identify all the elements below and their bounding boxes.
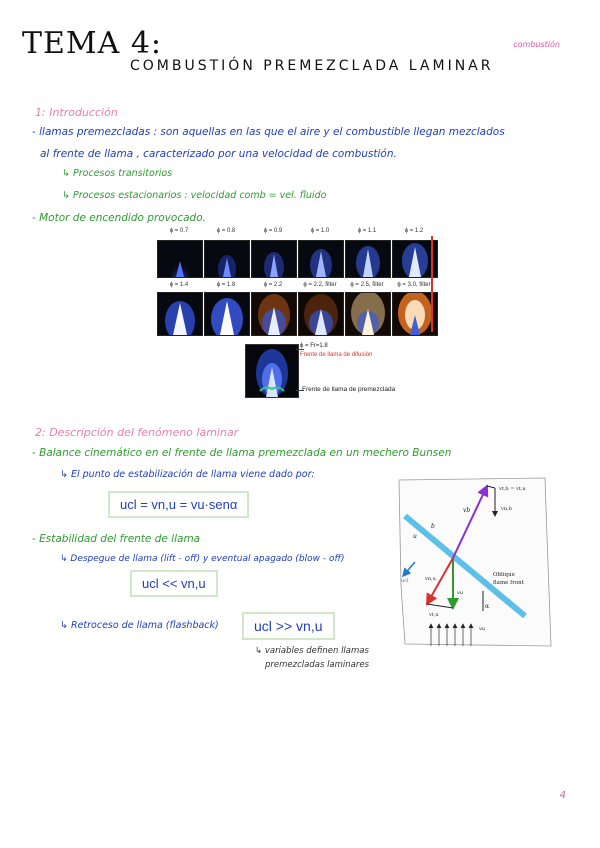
flame-photo — [298, 292, 344, 336]
flame-label: ϕ = 0.9 — [263, 228, 283, 234]
formula-balance — [108, 491, 249, 518]
balance-line: - Balance cinemático en el frente de llama premezclada en un mechero Bunsen — [32, 447, 452, 459]
pointer-line — [296, 349, 304, 350]
intro-bullet-2: ↳ Procesos estacionarios : velocidad comb = vel. fluido — [62, 190, 327, 201]
divider-line — [431, 236, 433, 332]
formula-flashback — [242, 612, 335, 640]
label-vu-bottom: vu — [479, 626, 486, 632]
flame-photo — [345, 292, 391, 336]
intro-line-2: al frente de llama , caracterizado por una velocidad de combustión. — [40, 148, 397, 160]
flame-label: ϕ = 2.2, filter — [303, 282, 337, 288]
intro-bullet-1: ↳ Procesos transitorios — [62, 168, 173, 179]
label-ucl: ucl — [401, 578, 409, 584]
page-title: TEMA 4: — [22, 26, 163, 61]
label-alpha: α — [485, 603, 490, 610]
difusion-label: Frente de llama de difusión — [300, 352, 373, 358]
stability-line: - Estabilidad del frente de llama — [32, 533, 201, 545]
flame-label: ϕ = 2.5, filter — [350, 282, 384, 288]
flame-photo — [204, 240, 250, 278]
label-b: b — [431, 523, 435, 530]
formula-text: ucl << vn,u — [142, 576, 206, 591]
flame-photo — [251, 240, 297, 278]
flashback-line: ↳ Retroceso de llama (flashback) — [60, 620, 219, 631]
stabilization-line: ↳ El punto de estabilización de llama viene dado por: — [60, 469, 315, 480]
section-heading-laminar: 2: Descripción del fenómeno laminar — [35, 426, 239, 439]
label-oblique: Oblique — [493, 572, 515, 578]
flame-label: ϕ = 3.0, filter — [397, 282, 431, 288]
flame-photo-grid — [157, 228, 447, 338]
formula-text: ucl = vn,u = vu·senα — [120, 497, 238, 512]
formula-liftoff — [130, 570, 218, 597]
flame-photo — [204, 292, 250, 336]
page-subtitle: COMBUSTIÓN PREMEZCLADA LAMINAR — [130, 58, 494, 74]
flame-photo — [157, 292, 203, 336]
flame-detail-label: ϕ = Fr=1.8 — [300, 343, 328, 349]
label-vtb: vt,b = vt,u — [499, 486, 526, 492]
section-heading-intro: 1: Introducción — [35, 106, 118, 119]
flame-label: ϕ = 0.8 — [216, 228, 236, 234]
flame-label: ϕ = 0.7 — [169, 228, 189, 234]
flame-detail-photo — [245, 344, 299, 398]
page-number: 4 — [559, 790, 566, 801]
intro-line-1: - llamas premezcladas : son aquellas en las que el aire y el combustible llegan mezclados — [32, 126, 505, 138]
flame-label: ϕ = 1.0 — [310, 228, 330, 234]
intro-motor: - Motor de encendido provocado. — [32, 212, 206, 224]
oblique-flame-diagram — [395, 476, 553, 648]
note-line-1: ↳ variables definen llamas — [255, 646, 369, 656]
label-vnu: vn,u — [425, 576, 436, 582]
premezcla-label: Frente de llama de premezclada — [302, 386, 396, 393]
label-flame-front: flame front — [493, 580, 524, 586]
flame-label: ϕ = 1.4 — [169, 282, 189, 288]
label-vu: vu — [457, 590, 464, 596]
label-vb: vb — [463, 507, 471, 514]
label-vnb: vn,b — [501, 506, 512, 512]
flame-photo — [157, 240, 203, 278]
flame-photo — [298, 240, 344, 278]
flame-label: ϕ = 2.2 — [263, 282, 283, 288]
topic-tag: combustión — [513, 40, 560, 49]
flame-label: ϕ = 1.2 — [404, 228, 424, 234]
flame-label: ϕ = 1.8 — [216, 282, 236, 288]
flame-photo — [345, 240, 391, 278]
flame-label: ϕ = 1.1 — [357, 228, 377, 234]
label-vtu: vt,u — [429, 612, 439, 618]
liftoff-line: ↳ Despegue de llama (lift - off) y eventual apagado (blow - off) — [60, 554, 345, 564]
formula-text: ucl >> vn,u — [254, 618, 323, 634]
label-u: u — [413, 533, 417, 540]
note-line-2: premezcladas laminares — [265, 660, 370, 670]
flame-photo — [251, 292, 297, 336]
